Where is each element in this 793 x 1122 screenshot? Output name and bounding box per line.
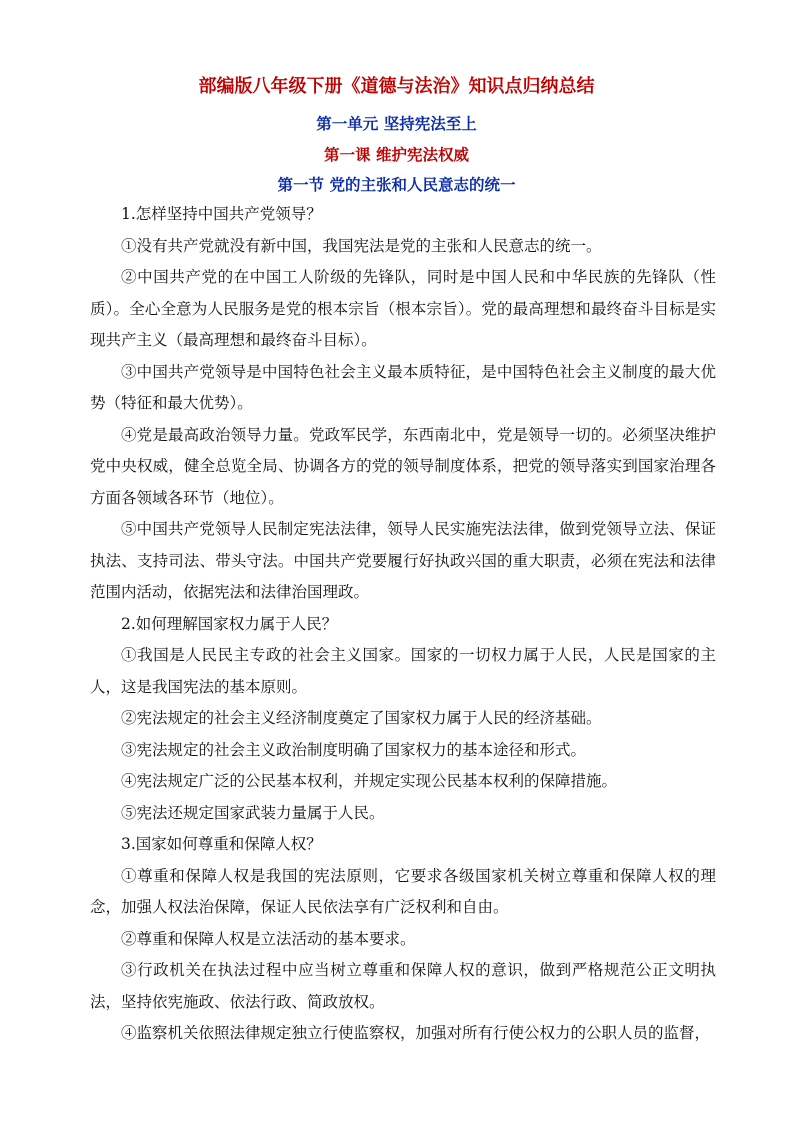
question-heading: 3.国家如何尊重和保障人权？ (121, 835, 322, 853)
body-paragraph: ③行政机关在执法过程中应当树立尊重和保障人权的意识，做到严格规范公正文明执法，坚持依宪施政、依法行政、简政放权。 (90, 961, 716, 1011)
lesson-heading: 第一课 维护宪法权威 (324, 145, 469, 164)
document-title: 部编版八年级下册《道德与法治》知识点归纳总结 (198, 76, 595, 97)
body-paragraph: ④党是最高政治领导力量。党政军民学，东西南北中，党是领导一切的。必须坚决维护党中央权威，健全总览全局、协调各方的党的领导制度体系，把党的领导落实到国家治理各方面各领域各环节（地位）。 (90, 425, 716, 507)
body-paragraph: ②尊重和保障人权是立法活动的基本要求。 (121, 929, 416, 948)
section-heading: 第一节 党的主张和人民意志的统一 (277, 175, 516, 194)
document-body (90, 199, 716, 1050)
body-paragraph: ③宪法规定的社会主义政治制度明确了国家权力的基本途径和形式。 (121, 740, 587, 759)
body-paragraph: ②宪法规定的社会主义经济制度奠定了国家权力属于人民的经济基础。 (121, 709, 602, 727)
question-heading: 2.如何理解国家权力属于人民？ (121, 614, 338, 633)
body-paragraph: ②中国共产党的在中国工人阶级的先锋队，同时是中国人民和中华民族的先锋队（性质）。全心全意为人民服务是党的根本宗旨（根本宗旨）。党的最高理想和最终奋斗目标是实现共产主义（最高理想和最终奋斗目标）。 (90, 268, 716, 349)
body-paragraph: ③中国共产党领导是中国特色社会主义最本质特征，是中国特色社会主义制度的最大优势（特征和最大优势）。 (90, 362, 716, 412)
unit-heading: 第一单元 坚持宪法至上 (316, 114, 477, 133)
body-paragraph: ①尊重和保障人权是我国的宪法原则，它要求各级国家机关树立尊重和保障人权的理念，加强人权法治保障，保证人民依法享有广泛权利和自由。 (90, 866, 716, 916)
body-paragraph: ①没有共产党就没有新中国，我国宪法是党的主张和人民意志的统一。 (121, 236, 602, 255)
body-paragraph: ④宪法规定广泛的公民基本权利，并规定实现公民基本权利的保障措施。 (121, 772, 618, 790)
body-paragraph: ①我国是人民民主专政的社会主义国家。国家的一切权力属于人民，人民是国家的主人，这是我国宪法的基本原则。 (90, 646, 716, 696)
question-heading: 1.怎样坚持中国共产党领导？ (121, 205, 322, 223)
body-paragraph: ④监察机关依照法律规定独立行使监察权，加强对所有行使公权力的公职人员的监督， (121, 1024, 711, 1042)
body-paragraph: ⑤宪法还规定国家武装力量属于人民。 (121, 803, 385, 822)
body-paragraph: ⑤中国共产党领导人民制定宪法法律，领导人民实施宪法法律，做到党领导立法、保证执法、支持司法、带头守法。中国共产党要履行好执政兴国的重大职责，必须在宪法和法律范围内活动，依据宪法和法律治国理政。 (90, 520, 716, 601)
